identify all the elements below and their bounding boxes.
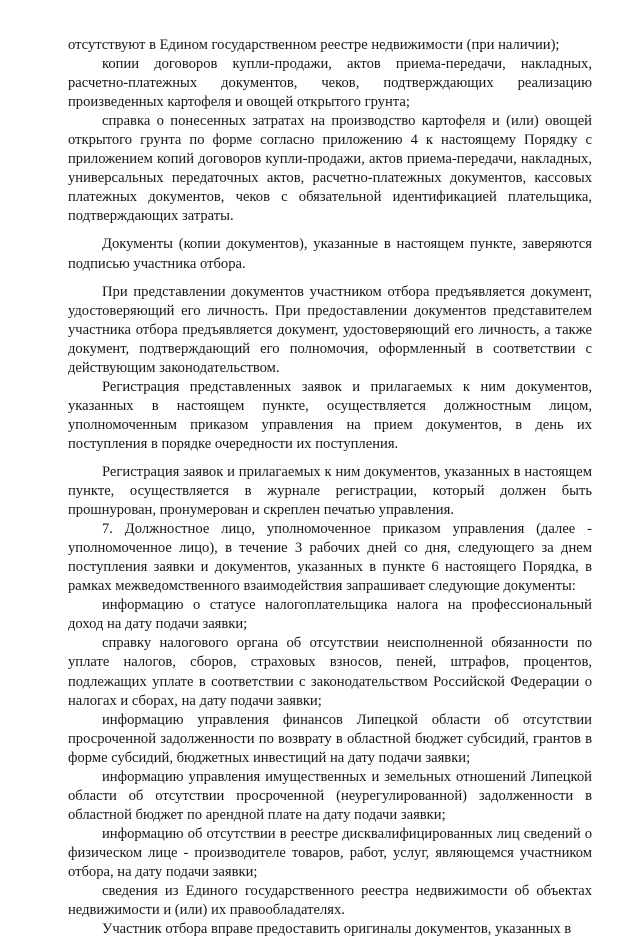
paragraph: Регистрация заявок и прилагаемых к ним документов, указанных в настоящем пункте, осуществляется в журнале регистрации, который должен быть прошнурован, пронумерован и скреплен печатью управления. [68,463,592,519]
paragraph: информацию управления имущественных и земельных отношений Липецкой области об отсутствии просроченной (неурегулированной) задолженности в областной бюджет по арендной плате на дату подачи заявки; [68,768,592,823]
paragraph: сведения из Единого государственного реестра недвижимости об объектах недвижимости и (или) их правообладателях. [68,883,592,919]
paragraph: справку налогового органа об отсутствии неисполненной обязанности по уплате налогов, сборов, страховых взносов, пеней, штрафов, процентов, подлежащих уплате в соответствии с законодательством Российской Федерации о налогах и сборах, на дату подачи заявки; [68,635,592,709]
paragraph: информацию об отсутствии в реестре дисквалифицированных лиц сведений о физическом лице - производителе товаров, работ, услуг, являющемся участником отбора, на дату подачи заявки; [68,825,592,880]
paragraph: 7. Должностное лицо, уполномоченное приказом управления (далее - уполномоченное лицо), в течение 3 рабочих дней со дня, следующего за днем поступления заявки и документов, указанных в пункте 6 настоящего Порядка, в рамках межведомственного взаимодействия запрашивает следующие документы: [68,521,592,595]
paragraph: информацию о статусе налогоплательщика налога на профессиональный доход на дату подачи заявки; [68,597,592,633]
paragraph: Документы (копии документов), указанные в настоящем пункте, заверяются подписью участника отбора. [68,236,592,272]
paragraph: Регистрация представленных заявок и прилагаемых к ним документов, указанных в настоящем пункте, осуществляется должностным лицом, уполномоченным приказом управления на прием документов, в день их поступления в порядке очередности их поступления. [68,378,592,452]
paragraph: информацию управления финансов Липецкой области об отсутствии просроченной задолженности по возврату в областной бюджет субсидий, грантов в форме субсидий, бюджетных инвестиций на дату подачи заявки; [68,711,592,766]
document-page [68,36,592,939]
paragraph: отсутствуют в Едином государственном реестре недвижимости (при наличии); [68,37,560,53]
paragraph: копии договоров купли-продажи, актов приема-передачи, накладных, расчетно-платежных документов, чеков, подтверждающих реализацию произведенных картофеля и овощей открытого грунта; [68,56,592,111]
paragraph: При представлении документов участником отбора предъявляется документ, удостоверяющий его личность. При предоставлении документов представителем участника отбора предъявляется документ, удостоверяющий его личность, а также документ, подтверждающий его полномочия, оформленный в соответствии с действующим законодательством. [68,283,592,376]
paragraph: Участник отбора вправе предоставить оригиналы документов, указанных в [102,921,572,938]
paragraph: справка о понесенных затратах на производство картофеля и (или) овощей открытого грунта по форме согласно приложению 4 к настоящему Порядку с приложением копий договоров купли-продажи, актов приема-передачи, накладных, универсальных передаточных актов, расчетно-платежных документов, кассовых платежных документов, чеков с обязательной идентификацией плательщика, подтверждающих затраты. [68,113,592,225]
